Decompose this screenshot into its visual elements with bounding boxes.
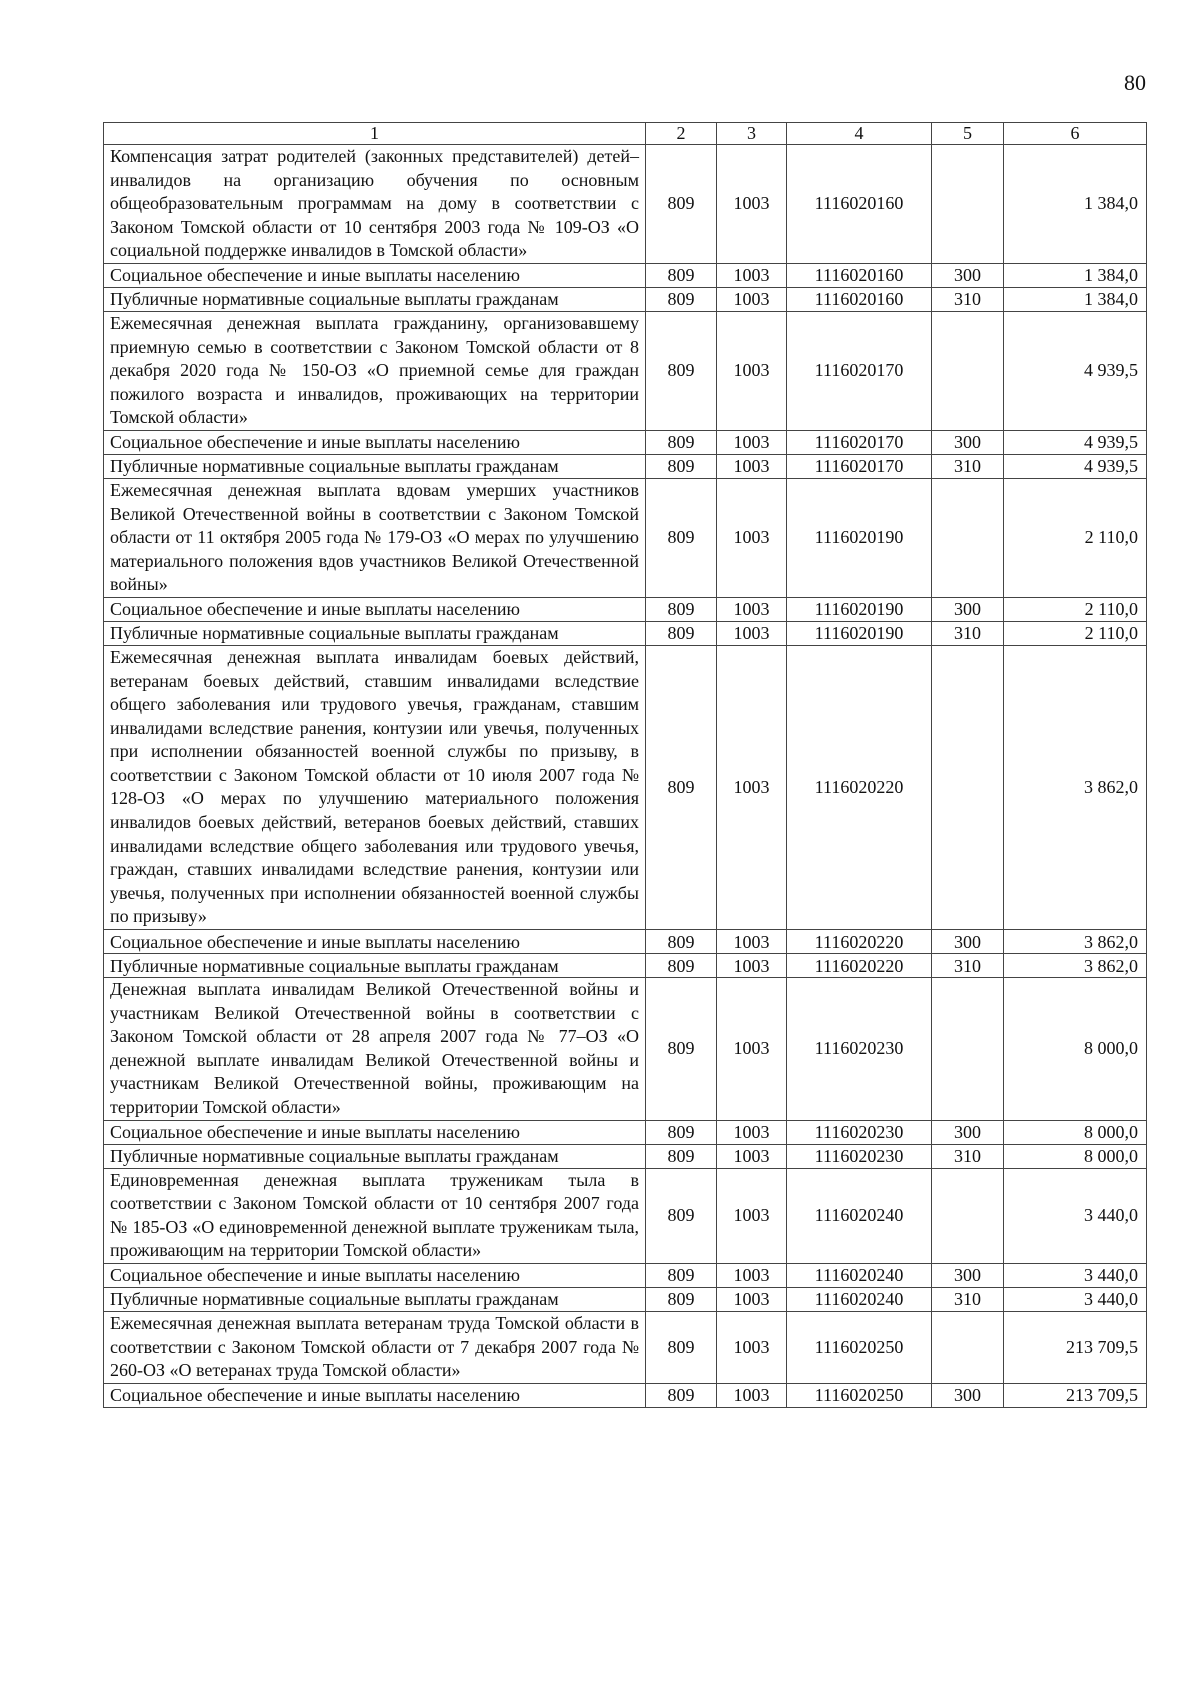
header-cell: 2 bbox=[646, 123, 717, 145]
row-name: Публичные нормативные социальные выплаты гражданам bbox=[104, 621, 646, 645]
row-name: Социальное обеспечение и иные выплаты населению bbox=[104, 930, 646, 954]
table-row bbox=[104, 1120, 1147, 1144]
table-row bbox=[104, 1383, 1147, 1407]
table-row bbox=[104, 454, 1147, 478]
table-row bbox=[104, 311, 1147, 430]
table-row bbox=[104, 1144, 1147, 1168]
row-name: Ежемесячная денежная выплата гражданину, организовавшему приемную семью в соответствии с Законом Томской области от 8 декабря 2020 года № 150-ОЗ «О приемной семье для граждан пожилого возраста и инвалидов, проживающих на территории Томской области» bbox=[104, 311, 646, 430]
row-section: 1003 bbox=[717, 430, 787, 454]
table-row bbox=[104, 430, 1147, 454]
row-section: 1003 bbox=[717, 287, 787, 311]
row-section: 1003 bbox=[717, 1311, 787, 1383]
row-amount: 4 939,5 bbox=[1004, 430, 1147, 454]
table-row bbox=[104, 1311, 1147, 1383]
row-name: Социальное обеспечение и иные выплаты населению bbox=[104, 597, 646, 621]
table-row bbox=[104, 930, 1147, 954]
row-grbs: 809 bbox=[646, 145, 717, 264]
row-amount: 3 862,0 bbox=[1004, 930, 1147, 954]
row-amount: 3 440,0 bbox=[1004, 1168, 1147, 1263]
row-expense-type: 310 bbox=[932, 1144, 1004, 1168]
row-section: 1003 bbox=[717, 1287, 787, 1311]
row-amount: 3 862,0 bbox=[1004, 954, 1147, 978]
row-grbs: 809 bbox=[646, 263, 717, 287]
row-name: Ежемесячная денежная выплата инвалидам боевых действий, ветеранам боевых действий, ставшим инвалидами вследствие общего заболевания или трудового увечья, гражданам, ставшим инвалидами вследствие ранения, контузии или увечья, полученных при исполнении обязанностей военной службы по призыву, в соответствии с Законом Томской области от 10 июля 2007 года № 128-ОЗ «О мерах по улучшению материального положения инвалидов боевых действий, ветеранов боевых действий, ставших инвалидами вследствие общего заболевания или трудового увечья, граждан, ставших инвалидами вследствие ранения, контузии или увечья, полученных при исполнении обязанностей военной службы по призыву» bbox=[104, 645, 646, 929]
row-grbs: 809 bbox=[646, 597, 717, 621]
row-amount: 2 110,0 bbox=[1004, 597, 1147, 621]
row-grbs: 809 bbox=[646, 1120, 717, 1144]
row-expense-type bbox=[932, 311, 1004, 430]
row-grbs: 809 bbox=[646, 430, 717, 454]
row-target-code: 1116020220 bbox=[787, 930, 932, 954]
row-expense-type bbox=[932, 645, 1004, 929]
row-target-code: 1116020170 bbox=[787, 311, 932, 430]
table-row bbox=[104, 645, 1147, 929]
row-grbs: 809 bbox=[646, 954, 717, 978]
row-name: Социальное обеспечение и иные выплаты населению bbox=[104, 1263, 646, 1287]
table-row bbox=[104, 263, 1147, 287]
row-expense-type bbox=[932, 145, 1004, 264]
row-section: 1003 bbox=[717, 930, 787, 954]
header-cell: 4 bbox=[787, 123, 932, 145]
row-section: 1003 bbox=[717, 478, 787, 597]
table-row bbox=[104, 978, 1147, 1121]
row-expense-type: 300 bbox=[932, 263, 1004, 287]
row-grbs: 809 bbox=[646, 287, 717, 311]
row-name: Публичные нормативные социальные выплаты гражданам bbox=[104, 954, 646, 978]
row-expense-type: 300 bbox=[932, 1120, 1004, 1144]
row-section: 1003 bbox=[717, 263, 787, 287]
row-name: Социальное обеспечение и иные выплаты населению bbox=[104, 1120, 646, 1144]
row-expense-type: 300 bbox=[932, 1263, 1004, 1287]
row-name: Публичные нормативные социальные выплаты гражданам bbox=[104, 1144, 646, 1168]
row-expense-type: 310 bbox=[932, 1287, 1004, 1311]
row-grbs: 809 bbox=[646, 645, 717, 929]
row-grbs: 809 bbox=[646, 1287, 717, 1311]
row-name: Публичные нормативные социальные выплаты гражданам bbox=[104, 454, 646, 478]
row-target-code: 1116020170 bbox=[787, 454, 932, 478]
row-grbs: 809 bbox=[646, 978, 717, 1121]
row-name: Ежемесячная денежная выплата ветеранам труда Томской области в соответствии с Законом Томской области от 7 декабря 2007 года № 260-ОЗ «О ветеранах труда Томской области» bbox=[104, 1311, 646, 1383]
row-name: Социальное обеспечение и иные выплаты населению bbox=[104, 430, 646, 454]
table-header-row bbox=[104, 123, 1147, 145]
row-expense-type: 310 bbox=[932, 954, 1004, 978]
row-amount: 4 939,5 bbox=[1004, 454, 1147, 478]
row-target-code: 1116020230 bbox=[787, 1120, 932, 1144]
row-name: Публичные нормативные социальные выплаты гражданам bbox=[104, 287, 646, 311]
row-section: 1003 bbox=[717, 1263, 787, 1287]
row-amount: 2 110,0 bbox=[1004, 621, 1147, 645]
row-amount: 213 709,5 bbox=[1004, 1383, 1147, 1407]
row-target-code: 1116020190 bbox=[787, 621, 932, 645]
row-target-code: 1116020160 bbox=[787, 263, 932, 287]
row-expense-type bbox=[932, 478, 1004, 597]
header-cell: 5 bbox=[932, 123, 1004, 145]
row-expense-type: 300 bbox=[932, 597, 1004, 621]
row-expense-type: 300 bbox=[932, 1383, 1004, 1407]
row-section: 1003 bbox=[717, 1120, 787, 1144]
row-grbs: 809 bbox=[646, 1383, 717, 1407]
table-row bbox=[104, 1263, 1147, 1287]
row-section: 1003 bbox=[717, 645, 787, 929]
header-cell: 3 bbox=[717, 123, 787, 145]
row-amount: 3 440,0 bbox=[1004, 1287, 1147, 1311]
row-grbs: 809 bbox=[646, 1144, 717, 1168]
row-target-code: 1116020240 bbox=[787, 1168, 932, 1263]
row-target-code: 1116020170 bbox=[787, 430, 932, 454]
row-target-code: 1116020240 bbox=[787, 1287, 932, 1311]
page-number: 80 bbox=[1124, 70, 1146, 95]
budget-table bbox=[103, 122, 1147, 1408]
row-section: 1003 bbox=[717, 454, 787, 478]
table-row bbox=[104, 597, 1147, 621]
header-cell: 6 bbox=[1004, 123, 1147, 145]
row-grbs: 809 bbox=[646, 454, 717, 478]
row-target-code: 1116020250 bbox=[787, 1311, 932, 1383]
row-name: Публичные нормативные социальные выплаты гражданам bbox=[104, 1287, 646, 1311]
row-section: 1003 bbox=[717, 978, 787, 1121]
row-section: 1003 bbox=[717, 145, 787, 264]
row-section: 1003 bbox=[717, 954, 787, 978]
row-amount: 8 000,0 bbox=[1004, 1144, 1147, 1168]
row-expense-type: 300 bbox=[932, 430, 1004, 454]
row-grbs: 809 bbox=[646, 930, 717, 954]
row-target-code: 1116020160 bbox=[787, 145, 932, 264]
row-section: 1003 bbox=[717, 597, 787, 621]
row-expense-type: 310 bbox=[932, 454, 1004, 478]
row-name: Единовременная денежная выплата труженикам тыла в соответствии с Законом Томской области от 10 сентября 2007 года № 185-ОЗ «О единовременной денежной выплате труженикам тыла, проживающим на территории Томской области» bbox=[104, 1168, 646, 1263]
row-target-code: 1116020240 bbox=[787, 1263, 932, 1287]
row-section: 1003 bbox=[717, 1144, 787, 1168]
header-cell: 1 bbox=[104, 123, 646, 145]
row-name: Ежемесячная денежная выплата вдовам умерших участников Великой Отечественной войны в соответствии с Законом Томской области от 11 октября 2005 года № 179-ОЗ «О мерах по улучшению материального положения вдов участников Великой Отечественной войны» bbox=[104, 478, 646, 597]
row-target-code: 1116020160 bbox=[787, 287, 932, 311]
row-amount: 1 384,0 bbox=[1004, 287, 1147, 311]
row-name: Компенсация затрат родителей (законных представителей) детей–инвалидов на организацию обучения по основным общеобразовательным программам на дому в соответствии с Законом Томской области от 10 сентября 2003 года № 109-ОЗ «О социальной поддержке инвалидов в Томской области» bbox=[104, 145, 646, 264]
row-section: 1003 bbox=[717, 1383, 787, 1407]
row-section: 1003 bbox=[717, 621, 787, 645]
row-grbs: 809 bbox=[646, 478, 717, 597]
row-expense-type: 310 bbox=[932, 621, 1004, 645]
row-expense-type bbox=[932, 1168, 1004, 1263]
table-row bbox=[104, 287, 1147, 311]
row-name: Денежная выплата инвалидам Великой Отечественной войны и участникам Великой Отечественной войны в соответствии с Законом Томской области от 28 апреля 2007 года № 77–ОЗ «О денежной выплате инвалидам Великой Отечественной войны и участникам Великой Отечественной войны, проживающим на территории Томской области» bbox=[104, 978, 646, 1121]
row-amount: 8 000,0 bbox=[1004, 1120, 1147, 1144]
row-expense-type: 300 bbox=[932, 930, 1004, 954]
row-target-code: 1116020190 bbox=[787, 597, 932, 621]
row-grbs: 809 bbox=[646, 1311, 717, 1383]
row-expense-type: 310 bbox=[932, 287, 1004, 311]
row-grbs: 809 bbox=[646, 311, 717, 430]
row-section: 1003 bbox=[717, 311, 787, 430]
row-target-code: 1116020220 bbox=[787, 645, 932, 929]
row-grbs: 809 bbox=[646, 621, 717, 645]
row-expense-type bbox=[932, 1311, 1004, 1383]
row-grbs: 809 bbox=[646, 1168, 717, 1263]
row-amount: 3 862,0 bbox=[1004, 645, 1147, 929]
row-amount: 1 384,0 bbox=[1004, 145, 1147, 264]
row-target-code: 1116020220 bbox=[787, 954, 932, 978]
row-amount: 1 384,0 bbox=[1004, 263, 1147, 287]
row-grbs: 809 bbox=[646, 1263, 717, 1287]
table-row bbox=[104, 1287, 1147, 1311]
table-row bbox=[104, 145, 1147, 264]
row-expense-type bbox=[932, 978, 1004, 1121]
row-target-code: 1116020250 bbox=[787, 1383, 932, 1407]
row-amount: 8 000,0 bbox=[1004, 978, 1147, 1121]
row-amount: 2 110,0 bbox=[1004, 478, 1147, 597]
row-section: 1003 bbox=[717, 1168, 787, 1263]
row-amount: 3 440,0 bbox=[1004, 1263, 1147, 1287]
row-name: Социальное обеспечение и иные выплаты населению bbox=[104, 1383, 646, 1407]
table-row bbox=[104, 478, 1147, 597]
row-target-code: 1116020230 bbox=[787, 1144, 932, 1168]
table-row bbox=[104, 621, 1147, 645]
row-amount: 4 939,5 bbox=[1004, 311, 1147, 430]
row-name: Социальное обеспечение и иные выплаты населению bbox=[104, 263, 646, 287]
table-row bbox=[104, 1168, 1147, 1263]
row-target-code: 1116020190 bbox=[787, 478, 932, 597]
row-amount: 213 709,5 bbox=[1004, 1311, 1147, 1383]
row-target-code: 1116020230 bbox=[787, 978, 932, 1121]
table-row bbox=[104, 954, 1147, 978]
